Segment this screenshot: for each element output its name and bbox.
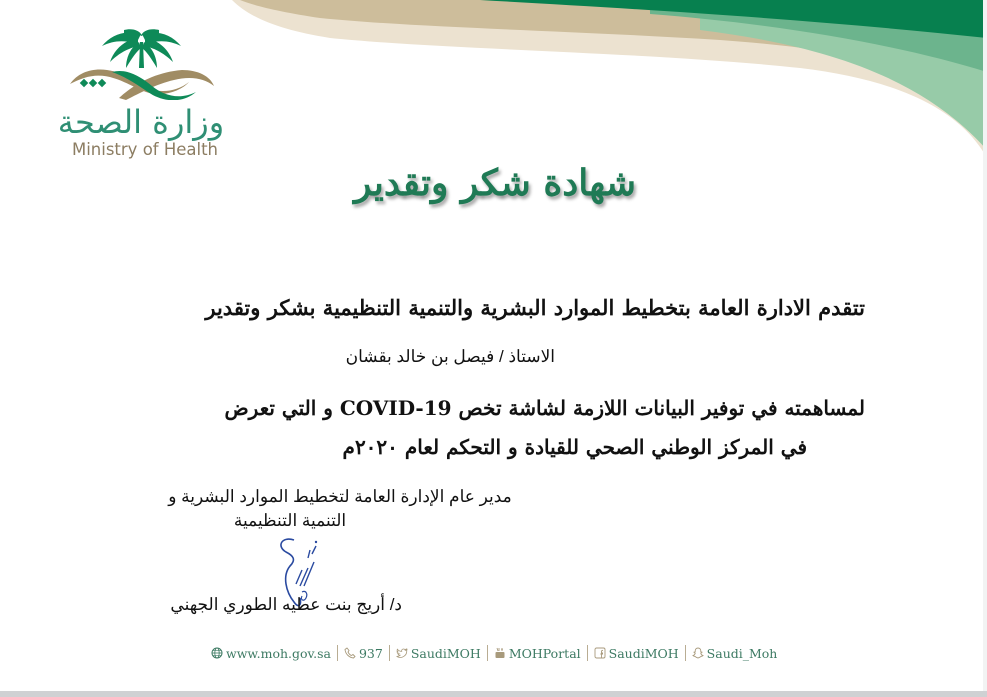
ministry-of-health-logo xyxy=(36,26,251,162)
twitter-icon xyxy=(396,647,408,659)
certificate-intro: تتقدم الادارة العامة بتخطيط الموارد البشرية والتنمية التنظيمية بشكر وتقدير xyxy=(205,295,865,320)
footer-divider xyxy=(337,645,338,661)
footer-snapchat-label: Saudi_Moh xyxy=(706,645,778,661)
footer-youtube[interactable] xyxy=(494,646,581,661)
youtube-icon xyxy=(494,647,506,659)
footer-website-label: www.moh.gov.sa xyxy=(226,645,331,661)
signatory-title xyxy=(130,485,550,533)
footer-divider xyxy=(389,645,390,661)
phone-icon xyxy=(344,647,356,659)
footer-divider xyxy=(685,645,686,661)
palm-emblem-icon xyxy=(64,28,219,100)
footer-phone-label: 937 xyxy=(358,645,383,661)
logo-english-name: Ministry of Health xyxy=(71,140,219,159)
facebook-icon xyxy=(594,647,606,659)
footer-facebook-label: SaudiMOH xyxy=(608,645,679,661)
footer-snapchat[interactable] xyxy=(692,646,778,661)
certificate-body-line1: لمساهمته في توفير البيانات اللازمة لشاشة تخص COVID-19 و التي تعرض xyxy=(224,396,865,420)
footer-twitter-label: SaudiMOH xyxy=(410,645,481,661)
footer-youtube-label: MOHPortal xyxy=(508,645,581,661)
snapchat-icon xyxy=(692,647,704,659)
footer-twitter[interactable] xyxy=(396,646,481,661)
signatory-title-line2: التنمية التنظيمية xyxy=(233,511,347,530)
footer-website[interactable] xyxy=(211,646,331,661)
footer-divider xyxy=(487,645,488,661)
footer-contact-strip xyxy=(211,643,777,663)
page-edge-shadow-bottom xyxy=(0,691,987,697)
logo-arabic-name: وزارة الصحة xyxy=(57,103,225,141)
page-edge-shadow-right xyxy=(983,0,987,697)
footer-facebook[interactable] xyxy=(594,646,679,661)
signer-name: د/ أريج بنت عطيه الطوري الجهني xyxy=(170,595,402,614)
signatory-title-line1: مدير عام الإدارة العامة لتخطيط الموارد البشرية و xyxy=(168,487,512,506)
certificate-title: شهادة شكر وتقدير xyxy=(354,162,636,204)
footer-phone[interactable] xyxy=(344,646,383,661)
footer-divider xyxy=(587,645,588,661)
recipient-name: الاستاذ / فيصل بن خالد بقشان xyxy=(345,347,555,366)
globe-icon xyxy=(211,647,223,659)
certificate-body-line2: في المركز الوطني الصحي للقيادة و التحكم لعام ٢٠٢٠م xyxy=(342,435,807,459)
